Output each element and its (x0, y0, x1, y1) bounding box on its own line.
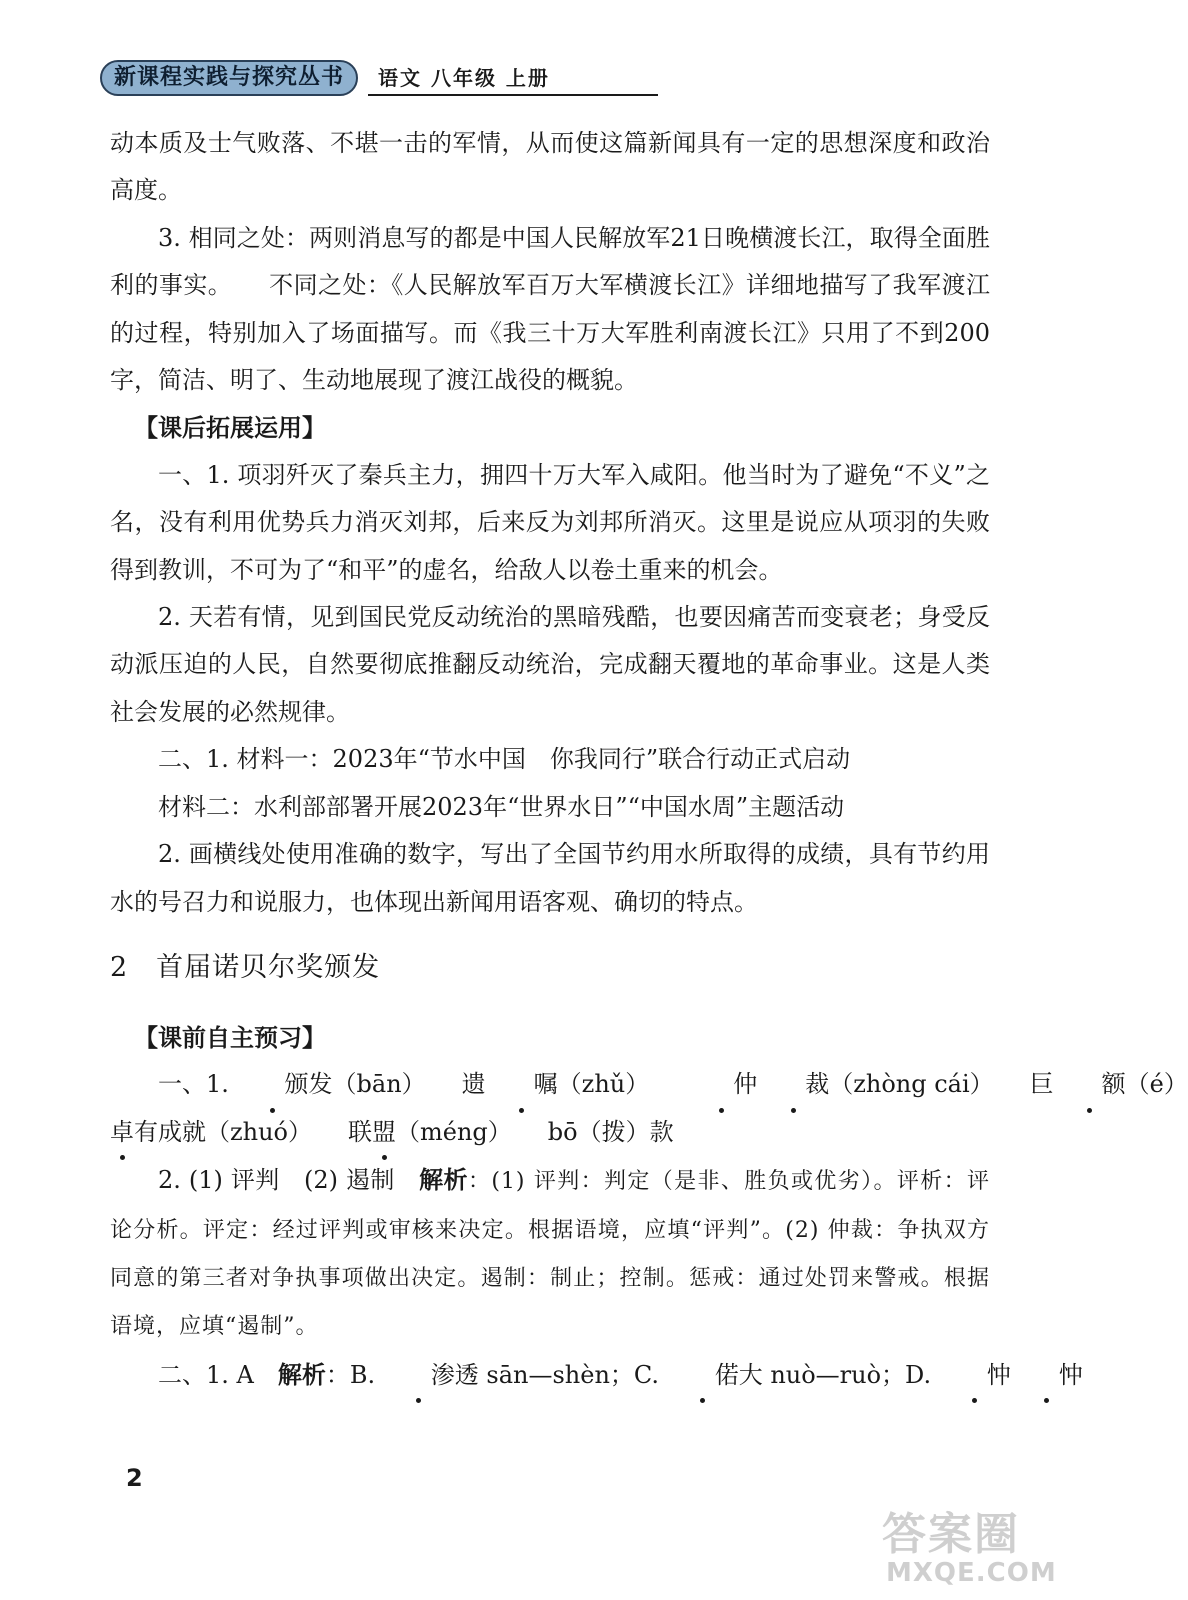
paragraph (110, 215, 990, 405)
vocab-text: 联 (348, 1117, 373, 1146)
analysis-text: 透 sān—shèn；C. (454, 1360, 667, 1389)
dotted-char: 颁 (237, 1061, 309, 1108)
vocab-text: （zhòng cái） (829, 1070, 982, 1099)
analysis-label: 解析 (419, 1165, 468, 1195)
vocab-text: 遗 (461, 1070, 486, 1099)
paragraph: 2. 天若有情，见到国民党反动统治的黑暗残酷，也要因痛苦而变衰老；身受反动派压迫的人民，自然要彻底推翻反动统治，完成翻天覆地的革命事业。这是人类社会发展的必然规律。 (110, 603, 990, 726)
analysis-text: ：B. (325, 1360, 383, 1389)
vocab-text: 发（bān） (308, 1070, 414, 1099)
section-label-preview: 【课前自主预习】 (134, 1022, 326, 1052)
dotted-char: 忡 (1011, 1352, 1083, 1399)
dotted-char: 仲 (685, 1061, 757, 1108)
dotted-char: 渗 (383, 1352, 455, 1399)
chapter-title: 2 首届诺贝尔奖颁发 (110, 951, 381, 983)
paragraph-part: 3. 相同之处：两则消息写的都是中国人民解放军21日晚横渡长江，取得全面胜利的事实。 (110, 223, 990, 300)
dotted-char: 卓 (110, 1109, 134, 1156)
analysis-label: 解析 (277, 1359, 326, 1389)
answer-explanation (110, 1156, 990, 1351)
page-content (110, 120, 1188, 1399)
list-lead: 一、1. (158, 1070, 237, 1099)
paragraph: 一、1. 项羽歼灭了秦兵主力，拥四十万大军入咸阳。他当时为了避免“不义”之名，没有利用优势兵力消灭刘邦，后来反为刘邦所消灭。这里是说应从项羽的失败得到教训，不可为了“和平”的虚名，给敌人以卷土重来的机会。 (110, 460, 990, 584)
paragraph: 2. 画横线处使用准确的数字，写出了全国节约用水所取得的成绩，具有节约用水的号召力和说服力，也体现出新闻用语客观、确切的特点。 (110, 840, 990, 916)
header-underline (368, 94, 658, 96)
paragraph: 二、1. 材料一：2023年“节水中国 你我同行”联合行动正式启动 (158, 745, 851, 774)
analysis-text: 大 nuò—ruò；D. (738, 1360, 939, 1389)
vocab-line-1 (110, 1061, 1188, 1108)
dotted-char: 盟 (372, 1109, 396, 1156)
vocab-text: （méng） (396, 1117, 500, 1146)
dotted-char: 额 (1054, 1061, 1126, 1108)
dotted-char: 偌 (667, 1352, 739, 1399)
page-header (100, 60, 570, 104)
vocab-text: （zhǔ） (557, 1070, 638, 1099)
analysis-text: ：(1) 评判：判定（是非、胜负或优劣）。评析：评论分析。评定：经过评判或审核来决定。根据语境，应填“评判”。(2) 仲裁：争执双方同意的第三者对争执事项做出决定。遏制：制止；控制。惩戒：通过处罚来警戒。根据语境，应填“遏制”。 (110, 1169, 991, 1340)
page-number: 2 (126, 1464, 143, 1492)
paragraph: 动本质及士气败落、不堪一击的军情，从而使这篇新闻具有一定的思想深度和政治高度。 (110, 129, 990, 205)
answer-text: 2. (1) 评判 (2) 遏制 (158, 1166, 420, 1195)
watermark-text: 答案圈 (882, 1509, 1020, 1560)
vocab-line-2 (110, 1109, 990, 1156)
dotted-char: 忡 (939, 1352, 1011, 1399)
paragraph-part: 不同之处：《人民解放军百万大军横渡长江》详细地描写了我军渡江的过程，特别加入了场面描写。而《我三十万大军胜利南渡长江》只用了不到200字，简洁、明了、生动地展现了渡江战役的概貌。 (110, 271, 991, 395)
vocab-text: bō（拨）款 (547, 1117, 674, 1146)
vocab-text: （é） (1125, 1070, 1188, 1099)
dotted-char: 裁 (757, 1061, 829, 1108)
subject-grade-label: 语文 八年级 上册 (378, 66, 550, 90)
section-label-extension: 【课后拓展运用】 (134, 413, 326, 443)
watermark-url: MXQE.COM (886, 1558, 1057, 1588)
answer-line (110, 1351, 1083, 1399)
series-title-badge: 新课程实践与探究丛书 (100, 60, 358, 96)
vocab-text: 有成就（zhuó） (134, 1117, 301, 1146)
answer-text: 二、1. A (158, 1360, 278, 1389)
watermark-logo (880, 1498, 1060, 1598)
vocab-text: 巨 (1029, 1070, 1054, 1099)
dotted-char: 嘱 (486, 1061, 558, 1108)
paragraph: 材料二：水利部部署开展2023年“世界水日”“中国水周”主题活动 (158, 792, 845, 821)
